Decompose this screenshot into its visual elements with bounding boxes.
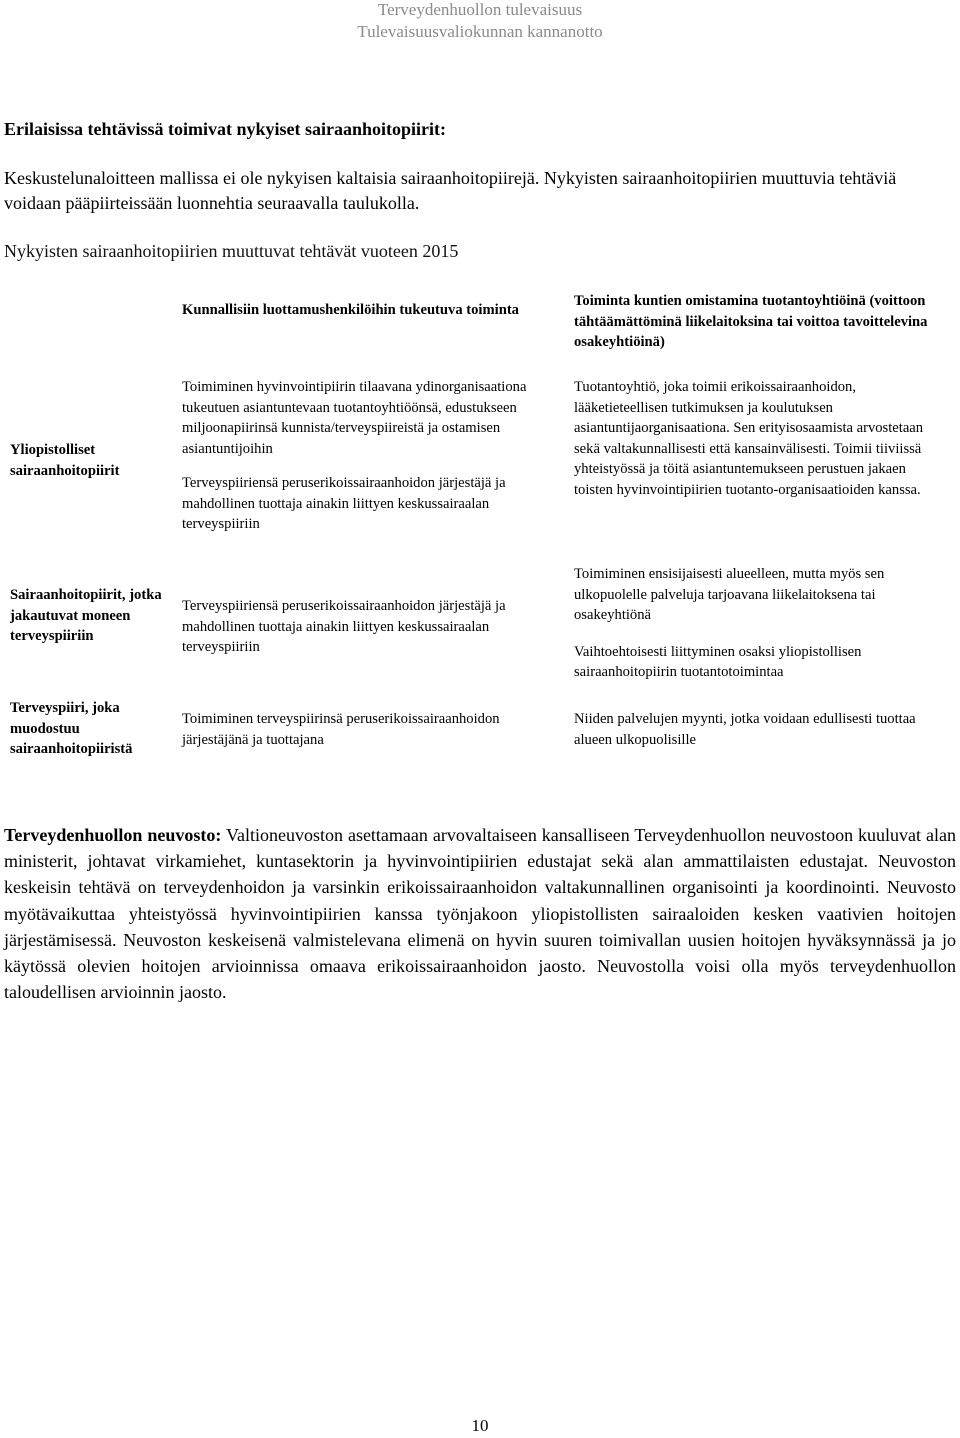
section-heading: Erilaisissa tehtävissä toimivat nykyiset sairaanhoitopiirit: bbox=[4, 119, 447, 139]
row-label-health-district: Terveyspiiri, joka muodostuu sairaanhoitopiiristä bbox=[10, 700, 133, 757]
intro-paragraph: Keskustelunaloitteen mallissa ei ole nykyisen kaltaisia sairaanhoitopiirejä. Nykyisten sairaanhoitopiirien muuttuvia tehtäviä voidaan pääpiirteissään luonnehtia seuraavalla taulukolla. bbox=[4, 168, 897, 213]
col-header-company: Toiminta kuntien omistamina tuotantoyhtiöinä (voittoon tähtäämättöminä liikelaitoksina tai voittoa tavoittelevina osakeyhtiöinä) bbox=[574, 293, 928, 350]
council-term: Terveydenhuollon neuvosto: bbox=[4, 825, 222, 845]
col-header-municipal: Kunnallisiin luottamushenkilöihin tukeutuva toiminta bbox=[182, 302, 519, 318]
row-company-health-district bbox=[574, 709, 944, 762]
header-subtitle: Tulevaisuusvaliokunnan kannanotto bbox=[357, 22, 603, 41]
row-label-multi-district: Sairaanhoitopiirit, jotka jakautuvat moneen terveyspiiriin bbox=[10, 587, 162, 644]
header-title: Terveydenhuollon tulevaisuus bbox=[377, 0, 583, 19]
row-company-multi-district bbox=[574, 564, 944, 695]
row-municipal-multi-district bbox=[182, 596, 542, 670]
row-company-university bbox=[574, 377, 944, 512]
table-cell-text: Terveyspiiriensä peruserikoissairaanhoidon järjestäjä ja mahdollinen tuottaja ainakin liittyen keskussairaalan terveyspiiriin bbox=[182, 598, 506, 655]
running-header bbox=[0, 0, 960, 43]
table-cell-text: Terveyspiiriensä peruserikoissairaanhoidon järjestäjä ja mahdollinen tuottaja ainakin liittyen keskussairaalan terveyspiiriin bbox=[182, 475, 506, 532]
table-cell-text: Tuotantoyhtiö, joka toimii erikoissairaanhoidon, lääketieteellisen tutkimuksen ja koulutuksen asiantuntijaorganisaationa. Sen erityisosaamista arvostetaan sekä valtakunnallisesti että kansainvälisesti. Toimii tiiviissä yhteistyössä ja töitä asiantuntemukseen perustuen jakaen toisten hyvinvointipiirien tuotanto-organisaatioiden kanssa. bbox=[574, 379, 924, 498]
table-cell-text: Niiden palvelujen myynti, jotka voidaan edullisesti tuottaa alueen ulkopuolisille bbox=[574, 711, 916, 748]
council-paragraph bbox=[4, 822, 956, 1005]
row-label-university: Yliopistolliset sairaanhoitopiirit bbox=[10, 442, 120, 479]
row-municipal-university bbox=[182, 377, 542, 547]
table-cell-text: Toimiminen hyvinvointipiirin tilaavana ydinorganisaationa tukeutuen asiantuntevaan tuotantoyhtiöönsä, edustukseen miljoonapiirinsä kunnista/terveyspiireistä ja ostamisen asiantuntijoihin bbox=[182, 379, 527, 457]
table-caption: Nykyisten sairaanhoitopiirien muuttuvat tehtävät vuoteen 2015 bbox=[4, 241, 459, 261]
row-municipal-health-district bbox=[182, 709, 542, 762]
table-cell-text: Toimiminen ensisijaisesti alueelleen, mutta myös sen ulkopuolelle palveluja tarjoavana liikelaitoksena tai osakeyhtiönä bbox=[574, 566, 885, 623]
table-cell-text: Toimiminen terveyspiirinsä peruserikoissairaanhoidon järjestäjänä ja tuottajana bbox=[182, 711, 500, 748]
table-cell-text: Vaihtoehtoisesti liittyminen osaksi yliopistollisen sairaanhoitopiirin tuotantotoimintaa bbox=[574, 643, 862, 680]
council-text: Valtioneuvoston asettamaan arvovaltaiseen kansalliseen Terveydenhuollon neuvostoon kuuluvat alan ministerit, johtavat virkamiehet, kuntasektorin ja hyvinvointipiirien edustajat sekä alan ammattilaisten edustajat. Neuvoston keskeisin tehtävä on terveydenhoidon ja varsinkin erikoissairaanhoidon valtakunnallinen organisointi ja koordinointi. Neuvosto myötävaikuttaa yhteistyössä hyvinvointipiirien kanssa työnjakoon yliopistollisten sairaaloiden kesken vaativien hoitojen järjestämisessä. Neuvoston keskeisenä valmistelevana elimenä on hyvin suuren toimivallan uusien hoitojen hyväksynnässä ja jo käytössä olevien hoitojen arvioinnissa omaava erikoissairaanhoidon jaosto. Neuvostolla voisi olla myös terveydenhuollon taloudellisen arvioinnin jaosto. bbox=[4, 825, 956, 1003]
page-number: 10 bbox=[471, 1416, 489, 1435]
